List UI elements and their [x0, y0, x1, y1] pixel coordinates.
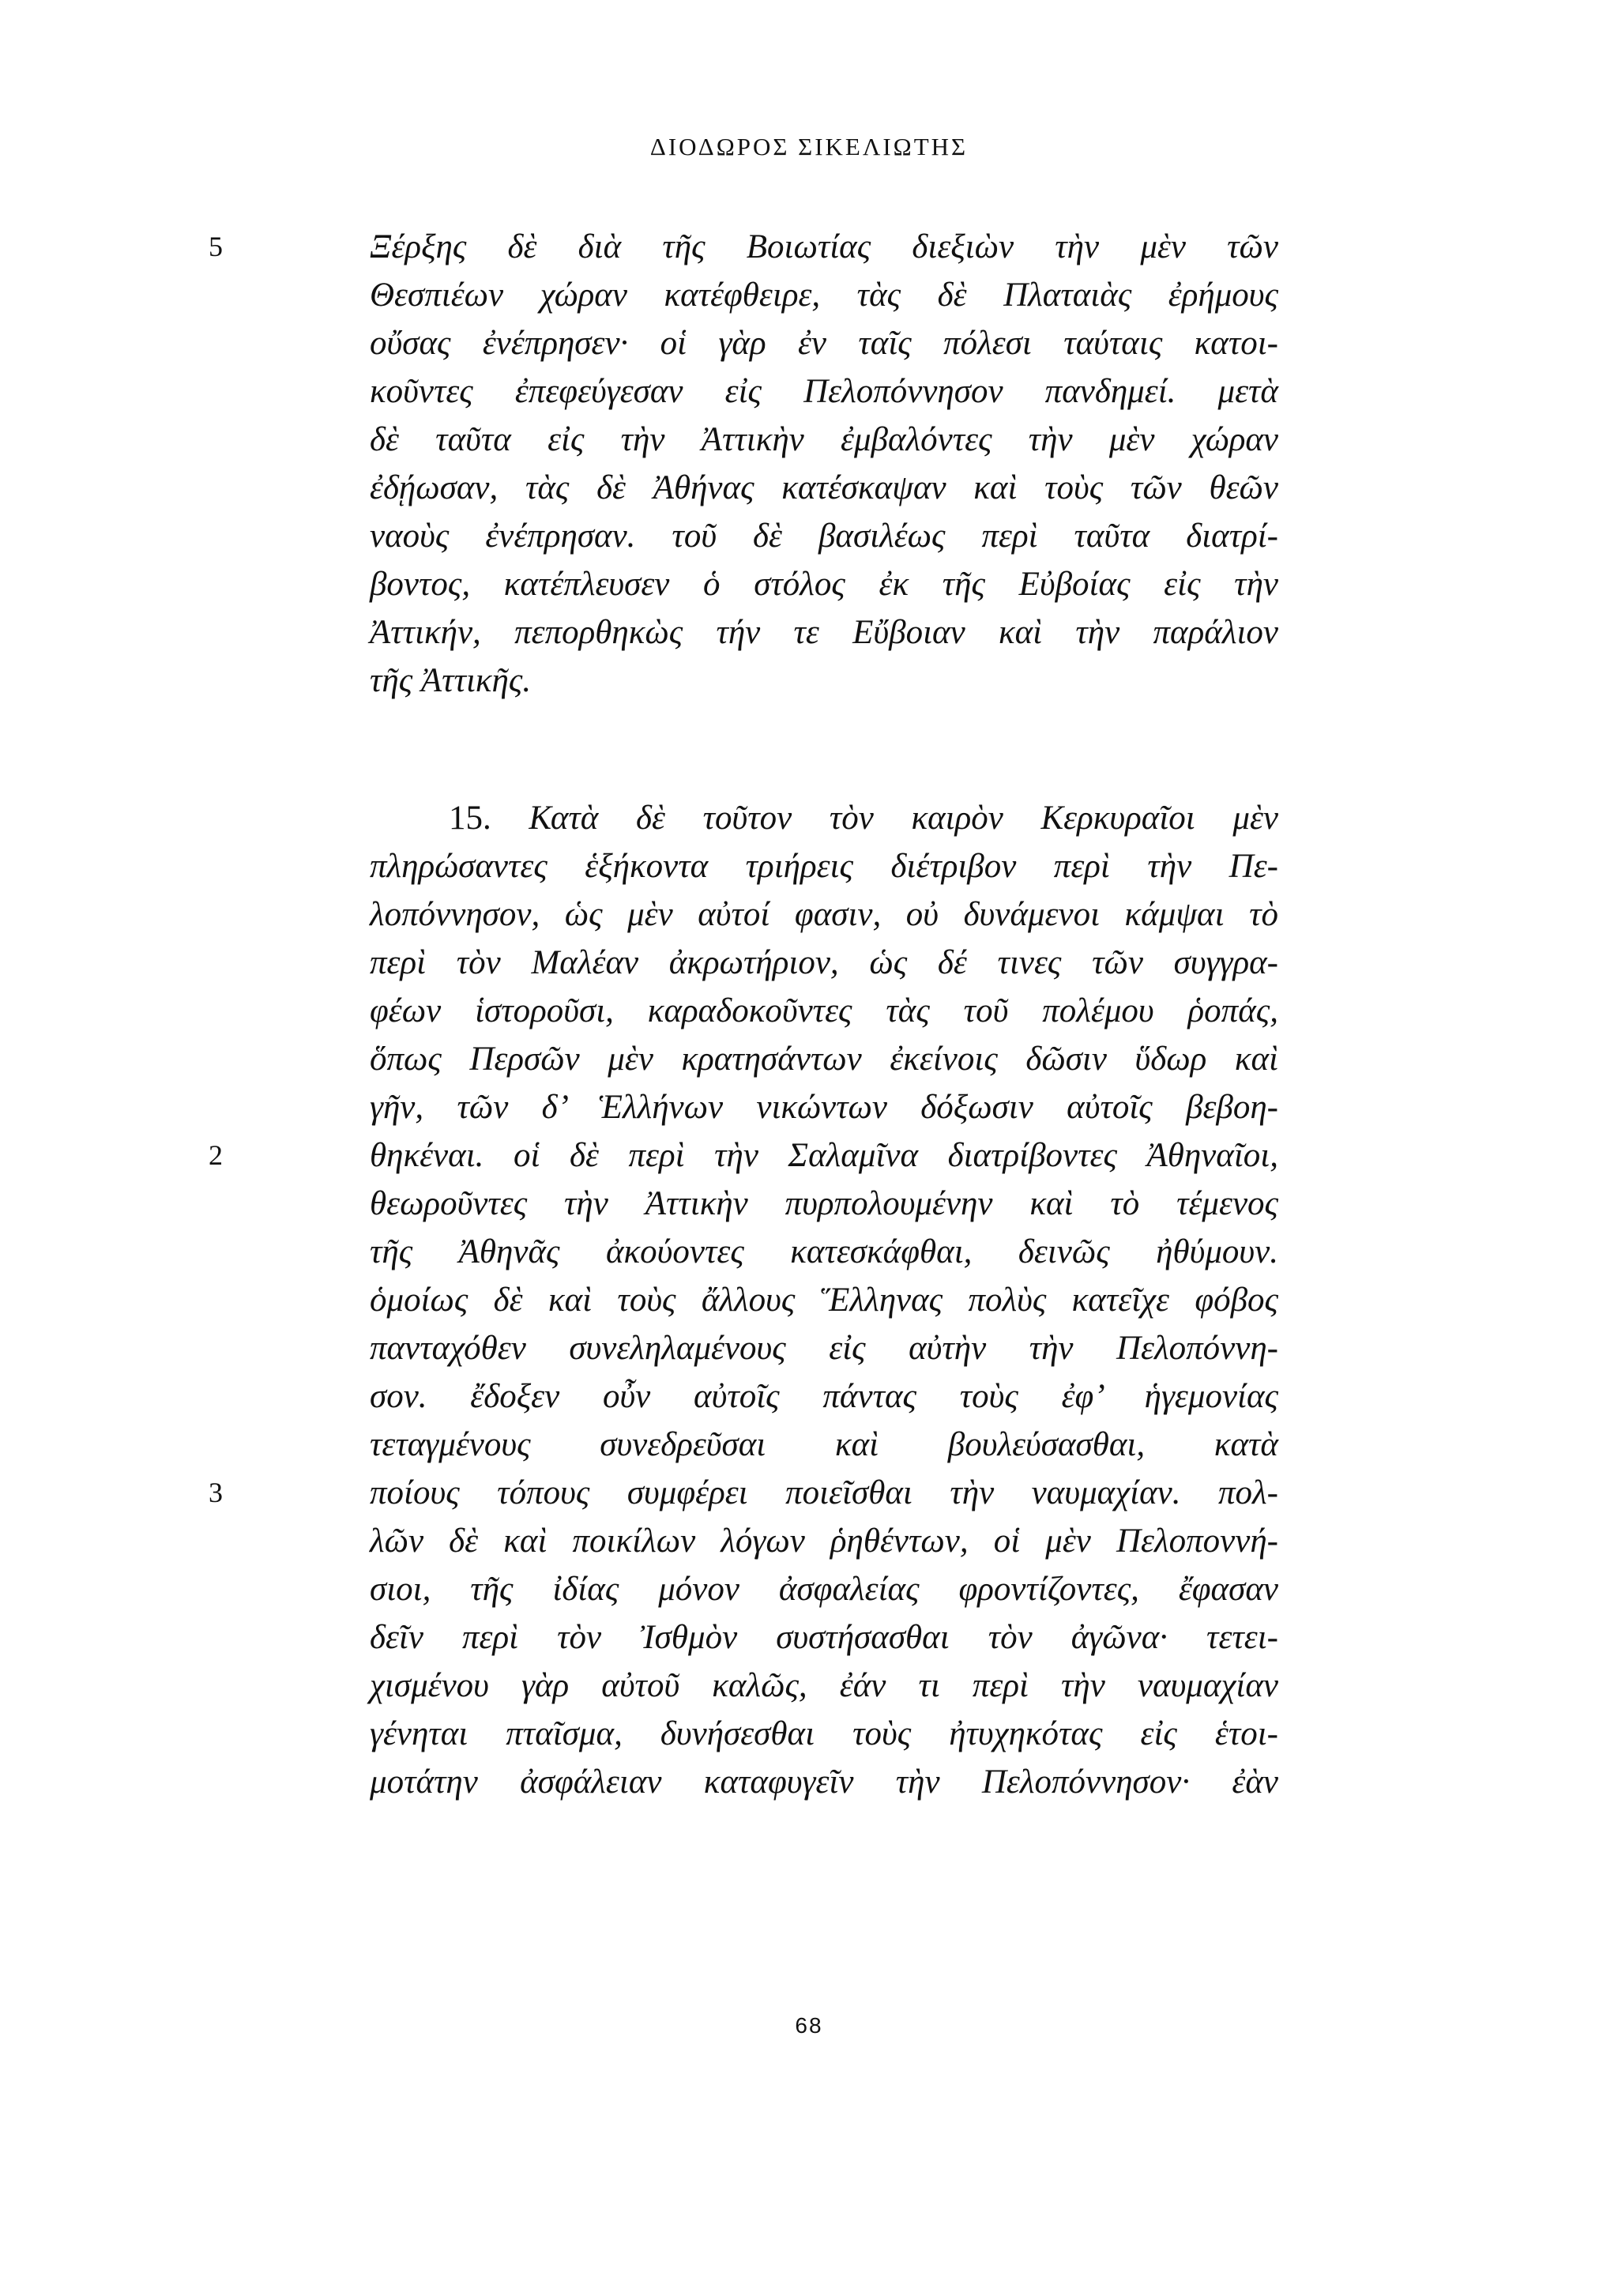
text-line	[370, 794, 1278, 842]
margin-section-number: 5	[209, 231, 223, 262]
text-line: κοῦντες ἐπεφεύγεσαν εἰς Πελοπόννησον πανδημεί. μετὰ	[370, 373, 1278, 410]
line-text: Κατὰ δὲ τοῦτον τὸν καιρὸν Κερκυραῖοι μὲν	[529, 800, 1278, 837]
text-line: γῆν, τῶν δ’ Ἑλλήνων νικώντων δόξωσιν αὐτοῖς βεβοη-	[370, 1089, 1278, 1126]
text-line: οὔσας ἐνέπρησεν· οἱ γὰρ ἐν ταῖς πόλεσι ταύταις κατοι-	[370, 325, 1278, 362]
page-number: 68	[795, 2013, 823, 2038]
text-line: δὲ ταῦτα εἰς τὴν Ἀττικὴν ἐμβαλόντες τὴν μὲν χώραν	[370, 421, 1278, 458]
text-line: θεωροῦντες τὴν Ἀττικὴν πυρπολουμένην καὶ τὸ τέμενος	[370, 1185, 1278, 1222]
text-line: λοπόννησον, ὡς μὲν αὐτοί φασιν, οὐ δυνάμενοι κάμψαι τὸ	[370, 896, 1278, 933]
text-line: τῆς Ἀττικῆς.	[370, 662, 532, 699]
text-line: χισμένου γὰρ αὐτοῦ καλῶς, ἐάν τι περὶ τὴν ναυμαχίαν	[370, 1667, 1278, 1704]
text-line: βοντος, κατέπλευσεν ὁ στόλος ἐκ τῆς Εὐβοίας εἰς τὴν	[370, 566, 1278, 603]
margin-section-number: 2	[209, 1139, 223, 1171]
line-text: ποίους τόπους συμφέρει ποιεῖσθαι τὴν ναυμαχίαν. πολ-	[370, 1474, 1278, 1511]
text-line: ὅπως Περσῶν μὲν κρατησάντων ἐκείνοις δῶσιν ὕδωρ καὶ	[370, 1041, 1278, 1078]
line-text: θηκέναι. οἱ δὲ περὶ τὴν Σαλαμῖνα διατρίβοντες Ἀθηναῖοι,	[370, 1137, 1278, 1174]
text-line: Ἀττικήν, πεπορθηκὼς τήν τε Εὔβοιαν καὶ τὴν παράλιον	[370, 614, 1278, 651]
running-head: ΔΙΟΔΩΡΟΣ ΣΙΚΕΛΙΩΤΗΣ	[649, 133, 969, 160]
text-line: δεῖν περὶ τὸν Ἰσθμὸν συστήσασθαι τὸν ἀγῶνα· τετει-	[370, 1619, 1278, 1656]
text-line: σον. ἔδοξεν οὖν αὐτοῖς πάντας τοὺς ἐφ’ ἡγεμονίας	[370, 1378, 1278, 1415]
text-line: ὁμοίως δὲ καὶ τοὺς ἄλλους Ἕλληνας πολὺς κατεῖχε φόβος	[370, 1282, 1278, 1319]
text-line	[209, 1469, 1278, 1517]
text-line	[209, 1131, 1278, 1180]
line-text: Ξέρξης δὲ διὰ τῆς Βοιωτίας διεξιὼν τὴν μὲν τῶν	[370, 228, 1278, 265]
text-line: λῶν δὲ καὶ ποικίλων λόγων ῥηθέντων, οἱ μὲν Πελοποννή-	[370, 1523, 1278, 1560]
text-line: ναοὺς ἐνέπρησαν. τοῦ δὲ βασιλέως περὶ ταῦτα διατρί-	[370, 518, 1278, 555]
margin-section-number: 3	[209, 1477, 223, 1508]
text-line: πληρώσαντες ἑξήκοντα τριήρεις διέτριβον περὶ τὴν Πε-	[370, 848, 1278, 885]
text-line: τεταγμένους συνεδρεῦσαι καὶ βουλεύσασθαι, κατὰ	[370, 1426, 1278, 1463]
chapter-15-paragraph	[209, 794, 1278, 1806]
text-line: γένηται πταῖσμα, δυνήσεσθαι τοὺς ἠτυχηκότας εἰς ἑτοι-	[370, 1715, 1278, 1752]
text-line: πανταχόθεν συνεληλαμένους εἰς αὐτὴν τὴν Πελοπόννη-	[370, 1330, 1278, 1367]
text-line: ἐδῄωσαν, τὰς δὲ Ἀθήνας κατέσκαψαν καὶ τοὺς τῶν θεῶν	[370, 469, 1278, 506]
text-line: Θεσπιέων χώραν κατέφθειρε, τὰς δὲ Πλαταιὰς ἐρήμους	[370, 277, 1278, 314]
text-line: μοτάτην ἀσφάλειαν καταφυγεῖν τὴν Πελοπόννησον· ἐὰν	[370, 1763, 1278, 1801]
text-line	[209, 223, 1278, 271]
text-line: φέων ἱστοροῦσι, καραδοκοῦντες τὰς τοῦ πολέμου ῥοπάς,	[370, 992, 1278, 1029]
text-line: περὶ τὸν Μαλέαν ἀκρωτήριον, ὡς δέ τινες τῶν συγγρα-	[370, 944, 1278, 981]
text-line: τῆς Ἀθηνᾶς ἀκούοντες κατεσκάφθαι, δεινῶς ἠθύμουν.	[370, 1233, 1278, 1270]
chapter-number: 15.	[449, 800, 491, 837]
text-line: σιοι, τῆς ἰδίας μόνον ἀσφαλείας φροντίζοντες, ἔφασαν	[370, 1571, 1278, 1608]
section-5-paragraph	[209, 223, 1278, 705]
